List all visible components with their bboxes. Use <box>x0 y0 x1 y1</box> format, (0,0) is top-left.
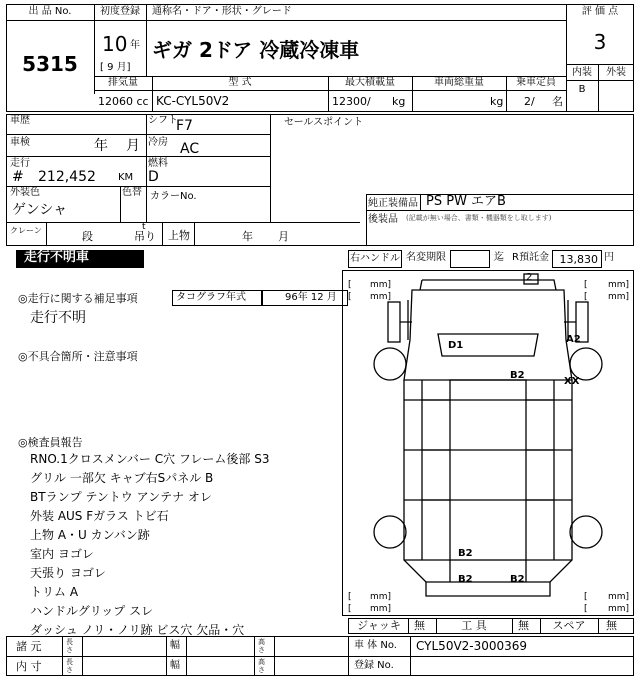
specs-label: 諸 元 <box>16 640 42 653</box>
diagram-label-d1: D1 <box>448 340 464 351</box>
travel-note: 走行不明 <box>30 310 86 326</box>
inner-length-label: 長さ <box>66 658 73 674</box>
vehicle-title: ギガ 2ドア 冷蔵冷凍車 <box>152 38 360 62</box>
chassis-label: 車 体 No. <box>354 640 397 651</box>
report-line: RNO.1クロスメンバー C穴 フレーム後部 S3 <box>30 452 270 466</box>
inspection-month: 月 <box>126 138 140 154</box>
diagram-label-a2: A2 <box>566 334 581 345</box>
mm-unit-tl2: mm] <box>370 292 392 302</box>
mileage-unit: KM <box>118 172 134 183</box>
mm-unit-tr1: mm] <box>608 280 630 290</box>
crane-label: クレーン <box>10 226 42 235</box>
mm-open-bl1: [ <box>348 592 352 602</box>
inner-height-label: 高さ <box>258 658 265 674</box>
diagram-label-b2-br: B2 <box>510 574 525 585</box>
report-line: 室内 ヨゴレ <box>30 547 94 561</box>
mm-unit-bl2: mm] <box>370 604 392 614</box>
shift-value: F7 <box>176 118 193 134</box>
capacity-unit: 名 <box>552 95 563 108</box>
color-change-label: 色替 <box>122 187 142 198</box>
fuel-label: 燃料 <box>148 158 168 169</box>
travel-note-label: ◎走行に関する補足事項 <box>18 292 138 305</box>
status-banner: 走行不明車 <box>16 250 144 268</box>
diagram-label-2: 2 <box>526 272 533 283</box>
max-load-label: 最大積載量 <box>345 77 395 88</box>
report-line: ハンドルグリップ スレ <box>30 604 154 618</box>
gross-weight-label: 車両総重量 <box>434 77 484 88</box>
sales-point-label: セールスポイント <box>284 117 364 128</box>
mm-open-tr1: [ <box>584 280 588 290</box>
lot-number: 5315 <box>22 52 78 76</box>
mm-open-tl1: [ <box>348 280 352 290</box>
diagram-label-xx: XX <box>564 376 580 387</box>
reg-month: [ 9 月] <box>100 62 131 73</box>
tachograph-value: 96年 12 月 <box>262 290 348 306</box>
spec-length-label: 長さ <box>66 638 73 654</box>
mm-unit-br2: mm] <box>608 604 630 614</box>
model-code: KC-CYL50V2 <box>156 94 230 108</box>
gross-weight-unit: kg <box>490 95 504 108</box>
report-line: ダッシュ ノリ・ノリ跡 ビス穴 欠品・穴 <box>30 623 245 637</box>
inspection-year: 年 <box>94 138 108 154</box>
upper-month: 月 <box>278 230 289 243</box>
equipment-value: PS PW エアB <box>426 194 506 209</box>
spec-height-label: 高さ <box>258 638 265 654</box>
displacement-value: 12060 cc <box>98 95 149 108</box>
name-change-box <box>450 250 490 268</box>
score-label: 評 価 点 <box>581 6 619 17</box>
mm-open-br1: [ <box>584 592 588 602</box>
capacity-value: 2/ <box>524 95 535 108</box>
inner-width-label: 幅 <box>170 660 180 671</box>
jack-value: 無 <box>414 619 425 632</box>
ac-value: AC <box>180 141 200 157</box>
registration-label: 登録 No. <box>354 660 394 671</box>
tools-label: 工 具 <box>461 619 487 632</box>
report-line: 上物 A・U カンバン跡 <box>30 528 150 542</box>
r-deposit-amount: 13,830 <box>552 250 602 268</box>
tools-value: 無 <box>518 619 529 632</box>
model-label: 型 式 <box>228 77 252 88</box>
upper-label: 上物 <box>168 229 190 242</box>
displacement-label: 排気量 <box>108 77 138 88</box>
mileage-value: 212,452 <box>38 169 96 185</box>
mileage-label: 走行 <box>10 158 30 169</box>
toll-label: 迄 <box>494 252 504 263</box>
report-line: グリル 一部欠 キャブ右Sパネル B <box>30 471 214 485</box>
lot-label: 出 品 No. <box>28 6 72 17</box>
report-line: 天張り ヨゴレ <box>30 566 106 580</box>
report-line: 外装 AUS Fガラス トビ石 <box>30 509 169 523</box>
spare-label: スペア <box>552 619 586 632</box>
chassis-number: CYL50V2-3000369 <box>416 639 528 653</box>
mm-unit-bl1: mm] <box>370 592 392 602</box>
report-line: BTランプ テントウ アンテナ オレ <box>30 490 212 504</box>
equipment-label: 純正装備品 <box>368 198 418 209</box>
aftermarket-label: 後装品 <box>368 214 398 225</box>
interior-grade: B <box>578 84 586 95</box>
report-line: トリム A <box>30 585 79 599</box>
inspector-report-lines <box>30 450 346 640</box>
auction-sheet <box>6 4 634 676</box>
exterior-label: 外装 <box>606 67 626 78</box>
mm-unit-tr2: mm] <box>608 292 630 302</box>
mm-open-tr2: [ <box>584 292 588 302</box>
fuel-value: D <box>148 169 159 185</box>
crane-tonnage: t <box>142 222 146 232</box>
mm-open-tl2: [ <box>348 292 352 302</box>
max-load-unit: kg <box>392 95 406 108</box>
diagram-label-b2-top: B2 <box>510 370 525 381</box>
mileage-prefix: # <box>12 169 24 185</box>
mm-unit-tl1: mm] <box>370 280 392 290</box>
spec-width-label: 幅 <box>170 640 180 651</box>
reg-year-unit: 年 <box>130 40 140 51</box>
r-deposit-unit: 円 <box>604 252 614 263</box>
inspector-label: ◎検査員報告 <box>18 436 83 449</box>
diagram-label-b2-bl: B2 <box>458 574 473 585</box>
upper-year: 年 <box>242 230 253 243</box>
capacity-label: 乗車定員 <box>516 77 556 88</box>
shift-label: シフト <box>148 115 178 126</box>
exterior-color-value: ゲンシャ <box>12 202 68 218</box>
jack-label: ジャッキ <box>357 619 401 632</box>
max-load-value: 12300/ <box>332 95 371 108</box>
inspection-label: 車検 <box>10 137 30 148</box>
defects-label: ◎不具合箇所・注意事項 <box>18 350 138 363</box>
reg-year: 10 <box>102 32 128 56</box>
diagram-label-b2-mid: B2 <box>458 548 473 559</box>
score-value: 3 <box>593 30 607 54</box>
handle-type: 右ハンドル <box>348 250 402 268</box>
mm-open-br2: [ <box>584 604 588 614</box>
truck-diagram <box>342 270 634 616</box>
inner-dims-label: 内 寸 <box>16 660 42 673</box>
color-no-label: カラーNo. <box>150 191 197 202</box>
history-label: 車歴 <box>10 115 30 126</box>
mm-open-bl2: [ <box>348 604 352 614</box>
crane-step: 段 <box>82 230 93 243</box>
exterior-color-label: 外装色 <box>10 187 40 198</box>
model-desc-label: 通称名・ドア・形状・グレード <box>152 6 292 17</box>
r-deposit-label: R預託金 <box>512 252 549 263</box>
tachograph-label: タコグラフ年式 <box>172 290 262 306</box>
crane-lift: 吊り <box>134 230 156 243</box>
interior-label: 内装 <box>572 67 592 78</box>
aftermarket-note: (記載が無い場合、書類・機器類をし取します) <box>406 214 552 222</box>
ac-label: 冷房 <box>148 137 168 148</box>
spare-value: 無 <box>606 619 617 632</box>
first-reg-label: 初度登録 <box>100 6 140 17</box>
mm-unit-br1: mm] <box>608 592 630 602</box>
name-change-label: 名変期限 <box>406 252 446 263</box>
